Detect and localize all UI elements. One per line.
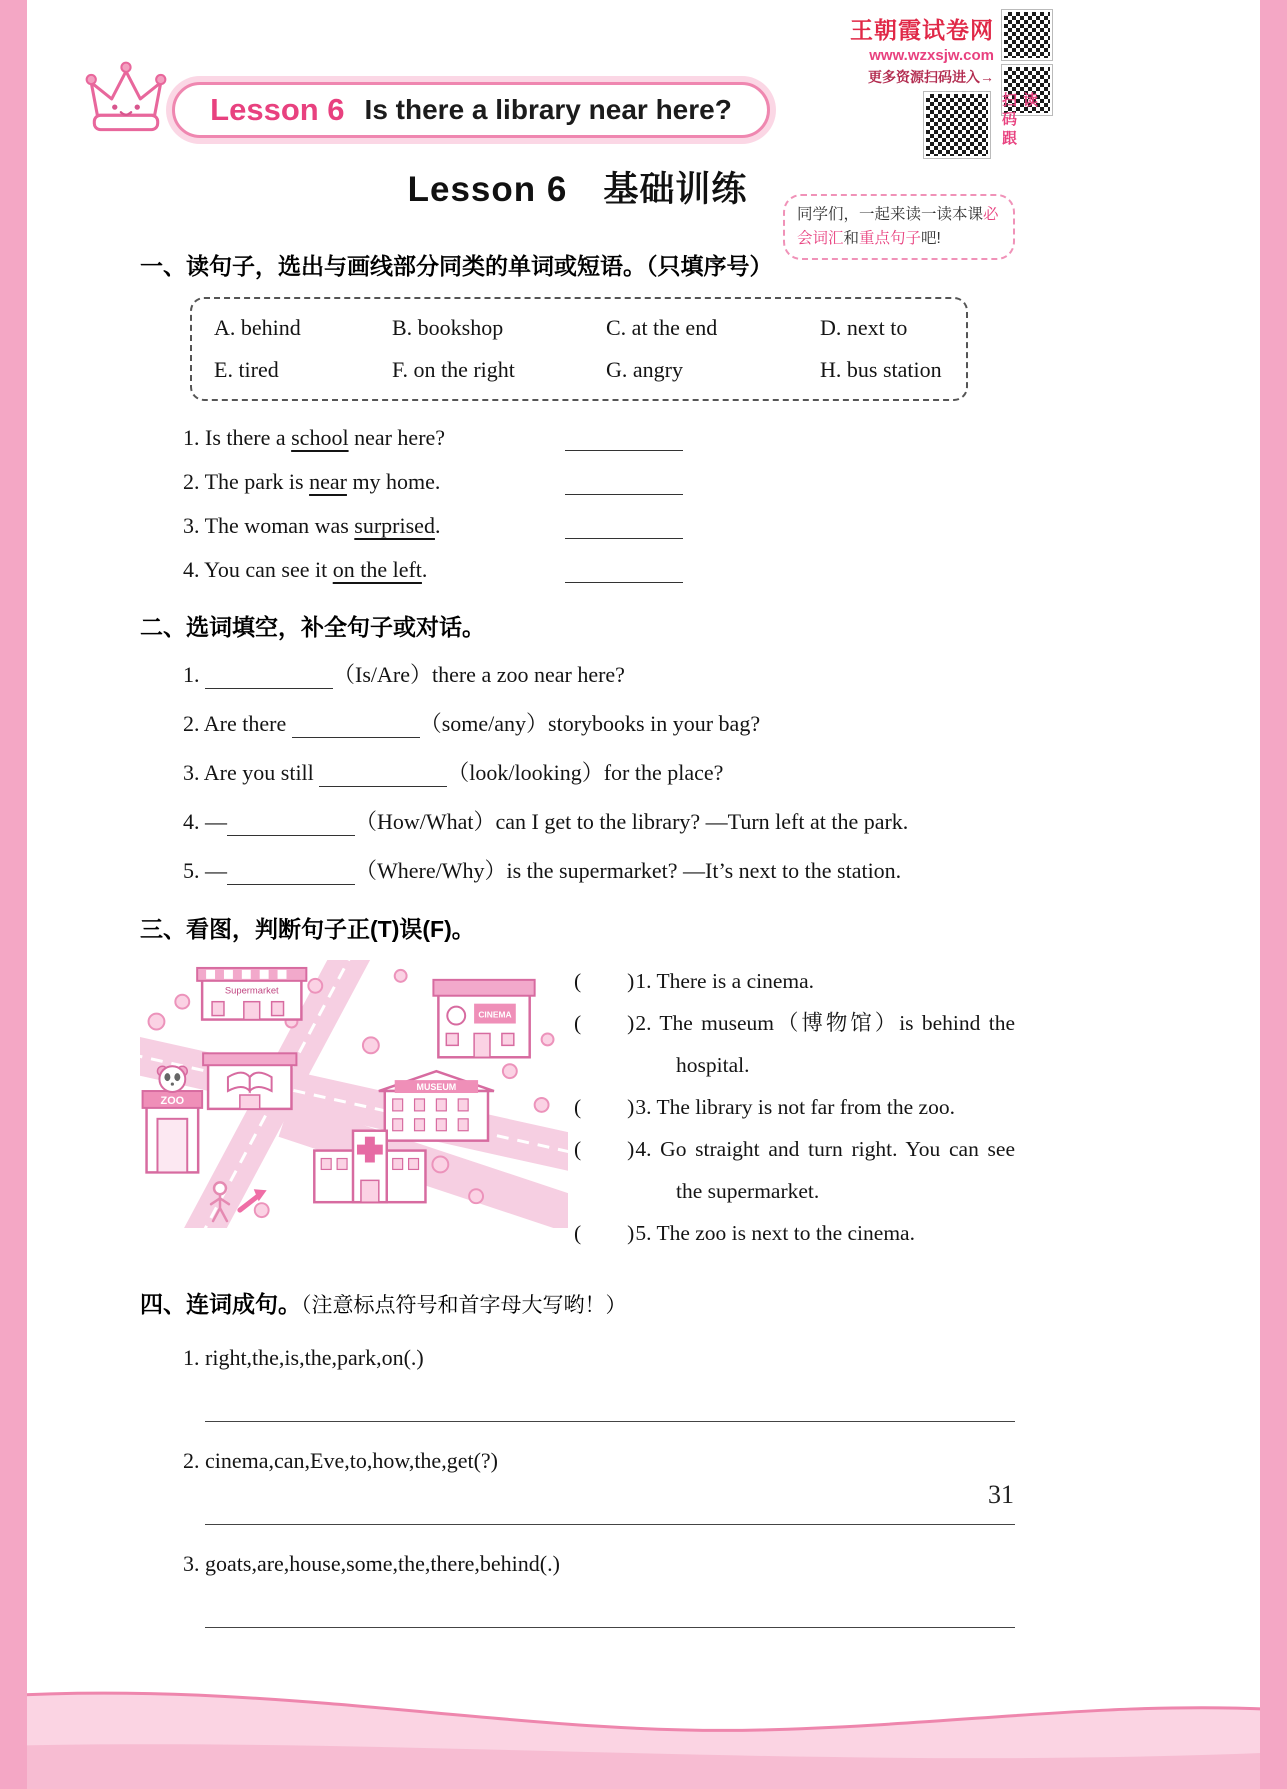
question-row: 3. goats,are,house,some,the,there,behind(.) <box>183 1551 560 1576</box>
word-bank-option: F. on the right <box>392 357 515 382</box>
tf-question: ( )5. The zoo is next to the cinema. <box>574 1221 915 1245</box>
section-4-heading: 四、连词成句。（注意标点符号和首字母大写哟！） <box>140 1291 627 1317</box>
underlined-word: on the left <box>332 557 422 582</box>
answer-bracket: ( ) <box>574 1221 636 1245</box>
question-row: 1. right,the,is,the,park,on(.) <box>183 1345 424 1370</box>
question-row: 4. — （How/What）can I get to the library? —Turn left at the park. <box>183 809 909 834</box>
zoo-label: ZOO <box>160 1094 185 1107</box>
question-row: 3. The woman was surprised. <box>183 513 1015 539</box>
question-row: 2. The park is near my home. <box>183 469 1015 495</box>
word-bank-option: C. at the end <box>606 315 718 340</box>
tip-bubble: 同学们，一起来读一读本课必会词汇和重点句子吧! <box>783 194 1015 260</box>
cinema-label: CINEMA <box>478 1009 512 1020</box>
question-row: 4. You can see it on the left. <box>183 557 1015 583</box>
page-number: 31 <box>988 1480 1014 1509</box>
museum-label: MUSEUM <box>416 1082 457 1093</box>
word-bank-option: A. behind <box>214 315 301 340</box>
answer-line <box>205 1524 1015 1525</box>
map-cinema <box>433 980 534 1057</box>
true-false-questions <box>574 960 1015 1254</box>
map-supermarket <box>197 968 306 1020</box>
question-row: 3. Are you still （look/looking）for the place? <box>183 760 724 785</box>
map-bookshop <box>203 1053 296 1109</box>
word-bank-option: B. bookshop <box>392 315 504 340</box>
answer-blank <box>565 557 683 583</box>
underlined-word: near <box>309 469 347 494</box>
word-bank-option: E. tired <box>214 357 279 382</box>
section-2 <box>140 609 1015 885</box>
section-4-note: （注意标点符号和首字母大写哟！） <box>301 1294 627 1317</box>
word-bank-option: H. bus station <box>820 357 942 382</box>
section-4 <box>140 1286 1015 1628</box>
answer-blank <box>565 425 683 451</box>
lesson-header <box>172 82 770 138</box>
highlight-text: 重点句子 <box>859 230 922 248</box>
tf-question: ( )2. The museum（博物馆）is behind the hospital. <box>574 1011 1015 1077</box>
section-2-heading: 二、选词填空，补全句子或对话。 <box>140 614 485 640</box>
answer-line <box>205 1421 1015 1422</box>
brand-url: www.wzxsjw.com <box>869 47 994 64</box>
brand-tagline: 更多资源扫码进入→ <box>868 69 994 85</box>
underlined-word: school <box>291 425 349 450</box>
answer-bracket: ( ) <box>574 1011 636 1035</box>
question-row: 5. — （Where/Why）is the supermarket? —It’s next to the station. <box>183 858 902 883</box>
answer-blank <box>565 513 683 539</box>
page-title: Lesson 6 基础训练 <box>407 170 748 209</box>
map-illustration <box>140 960 568 1233</box>
map-museum <box>379 1071 494 1140</box>
answer-blank <box>227 813 355 836</box>
answer-blank <box>205 666 333 689</box>
question-row: 2. Are there （some/any）storybooks in your bag? <box>183 711 761 736</box>
answer-line <box>205 1627 1015 1628</box>
section-3-heading: 三、看图，判断句子正(T)误(F)。 <box>140 916 475 942</box>
right-border-strip <box>1260 0 1287 1789</box>
word-bank-option: D. next to <box>820 315 908 340</box>
lesson-title: Is there a library near here? <box>364 94 732 125</box>
section-1-heading: 一、读句子，选出与画线部分同类的单词或短语。（只填序号） <box>140 253 773 279</box>
tf-question: ( )3. The library is not far from the zoo. <box>574 1095 955 1119</box>
footer-wave-decoration <box>0 1674 1287 1789</box>
question-row: 1. （Is/Are）there a zoo near here? <box>183 662 625 687</box>
brand-block <box>822 12 994 87</box>
qr-code-icon <box>924 92 990 158</box>
word-bank-option: G. angry <box>606 357 683 382</box>
qr-code-icon <box>1002 10 1052 60</box>
answer-blank <box>319 764 447 787</box>
section-1 <box>140 248 1015 583</box>
highlight-text: 必会词汇 <box>797 206 999 248</box>
tf-question: ( )4. Go straight and turn right. You can see the supermarket. <box>574 1137 1015 1203</box>
crown-mascot-icon <box>80 56 172 148</box>
answer-bracket: ( ) <box>574 1137 636 1161</box>
answer-blank <box>227 862 355 885</box>
underlined-word: surprised <box>354 513 435 538</box>
section-3 <box>140 911 1015 1254</box>
section-1-questions <box>140 425 1015 583</box>
brand-name: 王朝霞试卷网 <box>850 17 994 43</box>
scan-read-block <box>924 92 1040 158</box>
panda-icon <box>157 1066 187 1092</box>
supermarket-label: Supermarket <box>224 984 279 996</box>
word-bank-box <box>190 297 968 401</box>
answer-bracket: ( ) <box>574 969 636 993</box>
left-border-strip <box>0 0 27 1789</box>
question-row: 2. cinema,can,Eve,to,how,the,get(?) <box>183 1448 498 1473</box>
lesson-number: Lesson 6 <box>210 92 345 127</box>
answer-blank <box>565 469 683 495</box>
answer-blank <box>292 715 420 738</box>
question-row: 1. Is there a school near here? <box>183 425 1015 451</box>
scan-read-label: 扫码跟读 <box>1000 92 1038 149</box>
answer-bracket: ( ) <box>574 1095 636 1119</box>
tf-question: ( )1. There is a cinema. <box>574 969 815 993</box>
